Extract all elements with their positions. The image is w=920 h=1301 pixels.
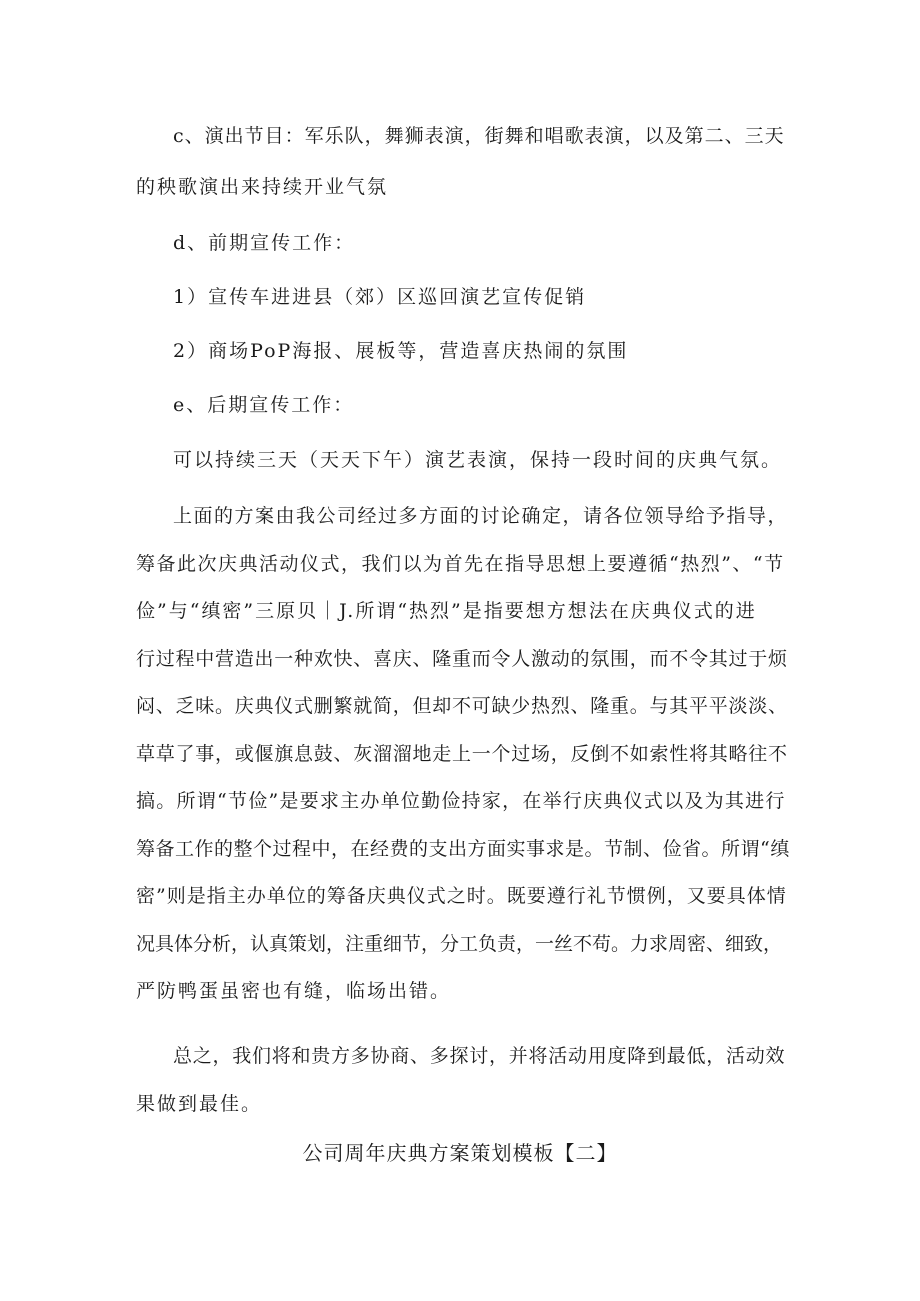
main-para-line-1: 上面的方案由我公司经过多方面的讨论确定，请各位领导给予指导， xyxy=(173,505,789,527)
section-heading: 公司周年庆典方案策划模板【二】 xyxy=(302,1141,618,1165)
para-c-line-2: 的秧歌演出来持续开业气氛 xyxy=(136,176,389,198)
main-para-line-8: 筹备工作的整个过程中，在经费的支出方面实事求是。节制、俭省。所谓“缜 xyxy=(136,838,790,860)
main-para-line-2: 筹备此次庆典活动仪式，我们以为首先在指导思想上要遵循“热烈”、“节 xyxy=(136,553,785,575)
main-para-line-9: 密”则是指主办单位的筹备庆典仪式之时。既要遵行礼节惯例，又要具体情 xyxy=(136,885,787,907)
main-para-line-7: 搞。所谓“节俭”是要求主办单位勤俭持家，在举行庆典仪式以及为其进行 xyxy=(136,790,786,812)
summary-line-2: 果做到最佳。 xyxy=(136,1093,263,1115)
main-para-line-3: 俭”与“缜密”三原贝｜J.所谓“热烈”是指要想方想法在庆典仪式的进 xyxy=(136,600,757,622)
main-para-line-6: 草草了事，或偃旗息鼓、灰溜溜地走上一个过场，反倒不如索性将其略往不 xyxy=(136,743,788,765)
main-para-line-10: 况具体分析，认真策划，注重细节，分工负责，一丝不苟。力求周密、细致， xyxy=(136,933,783,955)
para-d-item-2: 2）商场PoP海报、展板等，营造喜庆热闹的氛围 xyxy=(173,340,629,362)
para-d-item-1: 1）宣传车进进县（郊）区巡回演艺宣传促销 xyxy=(173,286,587,308)
summary-line-1: 总之，我们将和贵方多协商、多探讨，并将活动用度降到最低，活动效 xyxy=(173,1045,786,1067)
main-para-line-11: 严防鸭蛋虽密也有缝，临场出错。 xyxy=(136,980,452,1002)
main-para-line-4: 行过程中营造出一种欢快、喜庆、隆重而令人激动的氛围，而不令其过于烦 xyxy=(136,648,788,670)
para-e-heading: e、后期宣传工作： xyxy=(173,394,355,416)
para-c-line-1: c、演出节目：军乐队，舞狮表演，街舞和唱歌表演，以及第二、三天 xyxy=(173,125,785,147)
main-para-line-5: 闷、乏味。庆典仪式删繁就简，但却不可缺少热烈、隆重。与其平平淡淡、 xyxy=(136,695,788,717)
para-d-heading: d、前期宣传工作： xyxy=(173,232,356,254)
para-e-item-1: 可以持续三天（天天下午）演艺表演，保持一段时间的庆典气氛。 xyxy=(173,449,783,471)
